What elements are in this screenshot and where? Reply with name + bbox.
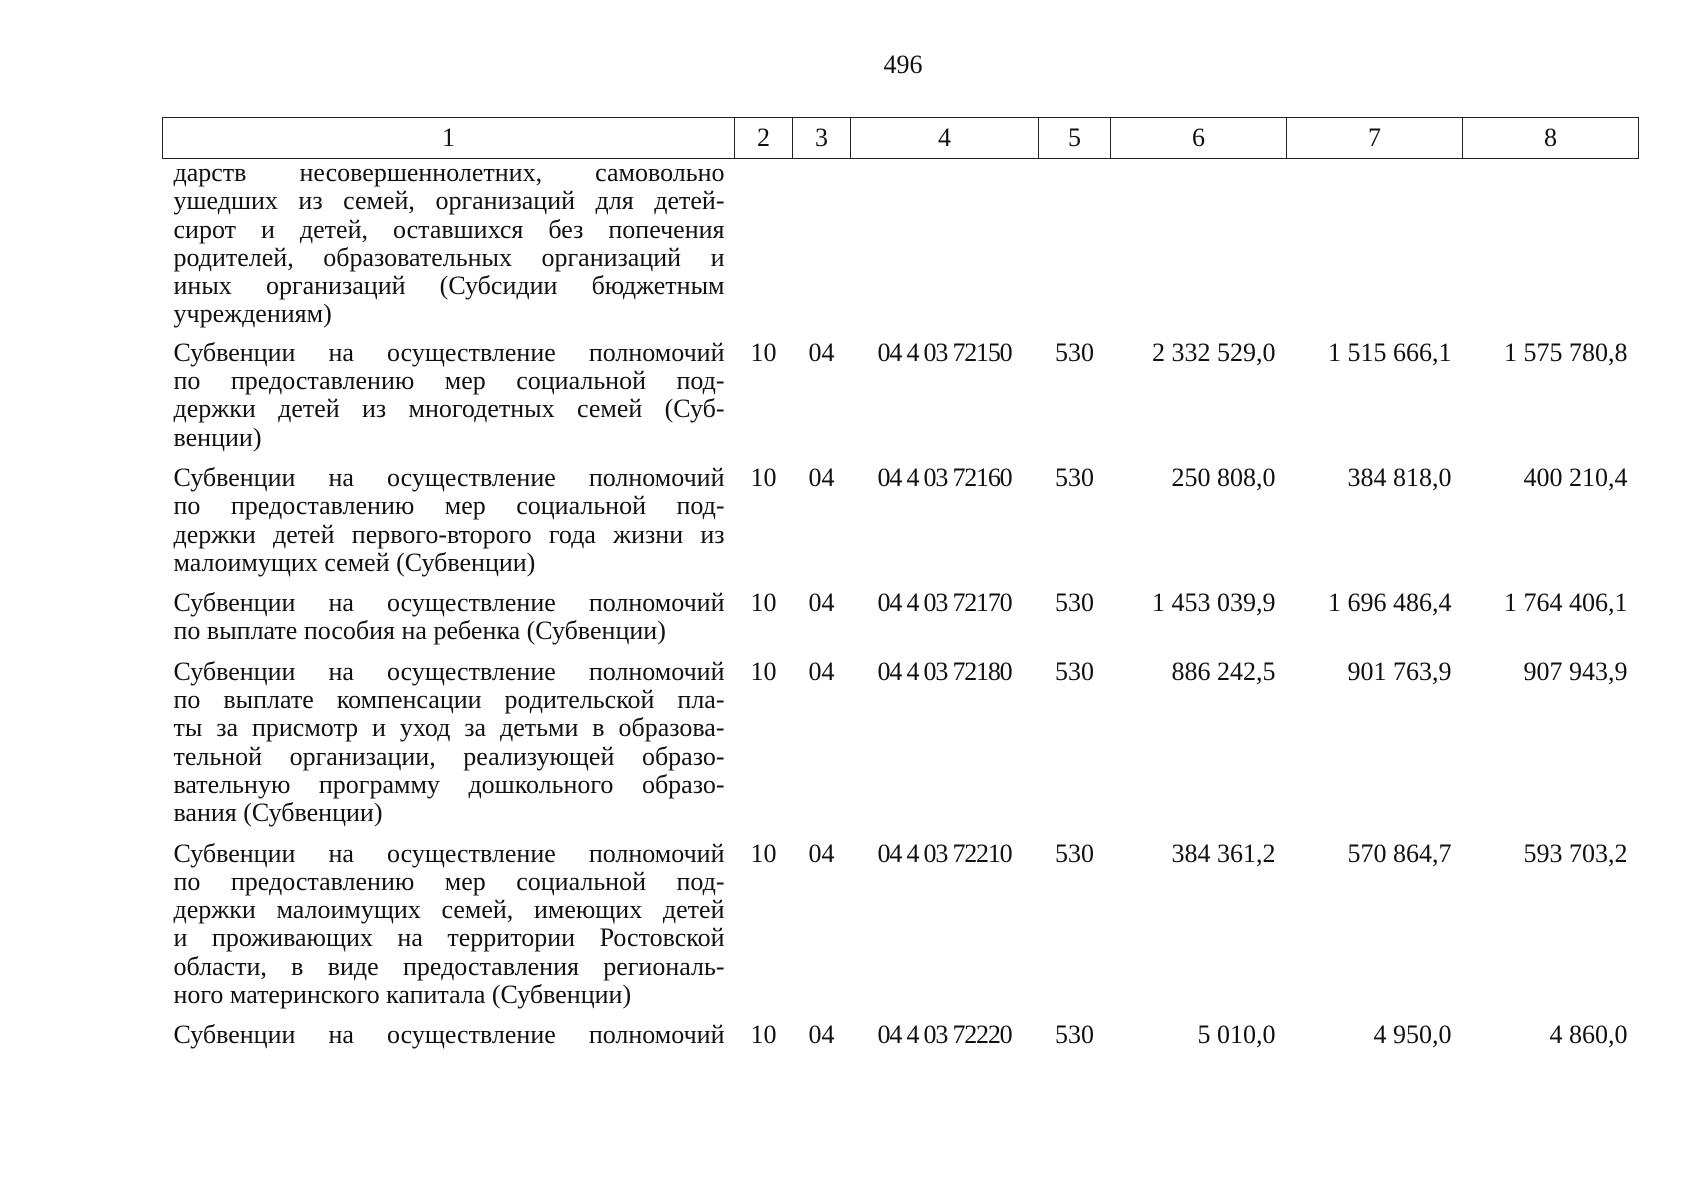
description-line: по предоставлению мер социальной под- (173, 866, 725, 896)
description-cell (163, 589, 735, 658)
amount-col6-cell: 2 332 529,0 (1152, 337, 1276, 367)
column-header-6: 6 (1111, 118, 1287, 159)
table-row (163, 658, 1639, 840)
description-line: иных организаций (Субсидии бюджетным (173, 271, 725, 301)
description-line: по выплате пособия на ребенка (Субвенции) (173, 616, 666, 646)
subsection-code-cell: 04 (808, 656, 835, 686)
expense-type-code-cell: 530 (1055, 588, 1094, 618)
description-line: Субвенции на осуществление полномочий (173, 838, 725, 868)
target-article-code-cell: 04 4 03 72220 (877, 1020, 1012, 1050)
expense-type-code-cell: 530 (1055, 656, 1094, 686)
table-row (163, 589, 1639, 658)
table-body (163, 159, 1639, 1062)
description-cell (163, 840, 735, 1022)
description-line: ты за присмотр и уход за детьми в образова- (173, 713, 725, 743)
description-line: и проживающих на территории Ростовской (173, 923, 725, 953)
amount-col8-cell (1463, 159, 1639, 339)
subsection-code-cell: 04 (808, 1020, 835, 1050)
section-code-cell: 10 (750, 656, 777, 686)
description-line: держки детей первого-второго года жизни из (173, 519, 725, 549)
subsection-code-cell: 04 (808, 337, 835, 367)
description-line: сирот и детей, оставшихся без попечения (173, 214, 725, 244)
description-cell (163, 339, 735, 464)
amount-col8-cell: 907 943,9 (1523, 656, 1628, 686)
description-cell (163, 464, 735, 589)
amount-col7-cell: 901 763,9 (1347, 656, 1452, 686)
amount-col8-cell: 400 210,4 (1523, 462, 1628, 492)
description-line: Субвенции на осуществление полномочий (173, 588, 725, 618)
amount-col7-cell (1287, 159, 1463, 339)
amount-col8-cell: 4 860,0 (1549, 1020, 1628, 1050)
description-line: по предоставлению мер социальной под- (173, 366, 725, 396)
amount-col7-cell: 1 696 486,4 (1328, 588, 1452, 618)
description-line: вательную программу дошкольного образо- (173, 769, 725, 799)
amount-col7-cell: 384 818,0 (1347, 462, 1452, 492)
expense-type-code-cell: 530 (1055, 462, 1094, 492)
description-line: области, в виде предоставления региональ- (173, 951, 725, 981)
table-row (163, 464, 1639, 589)
target-article-code-cell (851, 159, 1039, 339)
amount-col8-cell: 1 764 406,1 (1504, 588, 1628, 618)
subsection-code-cell (793, 159, 851, 339)
description-line: тельной организации, реализующей образо- (173, 741, 725, 771)
section-code-cell: 10 (750, 462, 777, 492)
description-line: вания (Субвенции) (173, 798, 383, 828)
description-line: дарств несовершеннолетних, самовольно (173, 158, 725, 187)
expense-type-code-cell: 530 (1055, 838, 1094, 868)
column-header-5: 5 (1039, 118, 1111, 159)
table-row (163, 159, 1639, 339)
amount-col6-cell: 886 242,5 (1171, 656, 1276, 686)
column-header-1: 1 (163, 118, 735, 159)
section-code-cell: 10 (750, 337, 777, 367)
description-line: Субвенции на осуществление полномочий (173, 337, 725, 367)
amount-col6-cell: 1 453 039,9 (1152, 588, 1276, 618)
description-line: ного материнского капитала (Субвенции) (173, 980, 632, 1010)
section-code-cell: 10 (750, 838, 777, 868)
budget-table (162, 117, 1639, 1062)
target-article-code-cell: 04 4 03 72150 (877, 337, 1012, 367)
amount-col6-cell (1111, 159, 1287, 339)
amount-col6-cell: 384 361,2 (1171, 838, 1276, 868)
table-row (163, 339, 1639, 464)
subsection-code-cell: 04 (808, 462, 835, 492)
section-code-cell: 10 (750, 588, 777, 618)
section-code-cell: 10 (750, 1020, 777, 1050)
description-line: малоимущих семей (Субвенции) (173, 547, 536, 577)
description-line: держки детей из многодетных семей (Суб- (173, 394, 725, 424)
column-header-7: 7 (1287, 118, 1463, 159)
amount-col8-cell: 593 703,2 (1523, 838, 1628, 868)
description-cell (163, 1021, 735, 1061)
amount-col7-cell: 1 515 666,1 (1328, 337, 1452, 367)
amount-col8-cell: 1 575 780,8 (1504, 337, 1628, 367)
description-cell (163, 159, 735, 339)
description-cell (163, 658, 735, 840)
amount-col6-cell: 250 808,0 (1171, 462, 1276, 492)
description-line: Субвенции на осуществление полномочий (173, 462, 725, 492)
column-number-header-row (163, 118, 1639, 159)
target-article-code-cell: 04 4 03 72170 (877, 588, 1012, 618)
target-article-code-cell: 04 4 03 72160 (877, 462, 1012, 492)
column-header-8: 8 (1463, 118, 1639, 159)
amount-col7-cell: 570 864,7 (1347, 838, 1452, 868)
description-line: ушедших из семей, организаций для детей- (173, 186, 725, 216)
column-header-2: 2 (735, 118, 793, 159)
description-line: учреждениям) (173, 299, 332, 329)
amount-col7-cell: 4 950,0 (1373, 1020, 1452, 1050)
column-header-3: 3 (793, 118, 851, 159)
description-line: Субвенции на осуществление полномочий (173, 1020, 725, 1050)
expense-type-code-cell: 530 (1055, 1020, 1094, 1050)
column-header-4: 4 (851, 118, 1039, 159)
target-article-code-cell: 04 4 03 72180 (877, 656, 1012, 686)
table-row (163, 1021, 1639, 1061)
description-line: родителей, образовательных организаций и (173, 242, 725, 272)
page-number: 496 (883, 50, 923, 79)
subsection-code-cell: 04 (808, 588, 835, 618)
target-article-code-cell: 04 4 03 72210 (877, 838, 1012, 868)
description-line: по выплате компенсации родительской пла- (173, 685, 725, 715)
expense-type-code-cell (1039, 159, 1111, 339)
section-code-cell (735, 159, 793, 339)
expense-type-code-cell: 530 (1055, 337, 1094, 367)
description-line: держки малоимущих семей, имеющих детей (173, 895, 725, 925)
description-line: Субвенции на осуществление полномочий (173, 656, 725, 686)
table-row (163, 840, 1639, 1022)
description-line: венции) (173, 422, 262, 452)
description-line: по предоставлению мер социальной под- (173, 491, 725, 521)
amount-col6-cell: 5 010,0 (1197, 1020, 1276, 1050)
subsection-code-cell: 04 (808, 838, 835, 868)
